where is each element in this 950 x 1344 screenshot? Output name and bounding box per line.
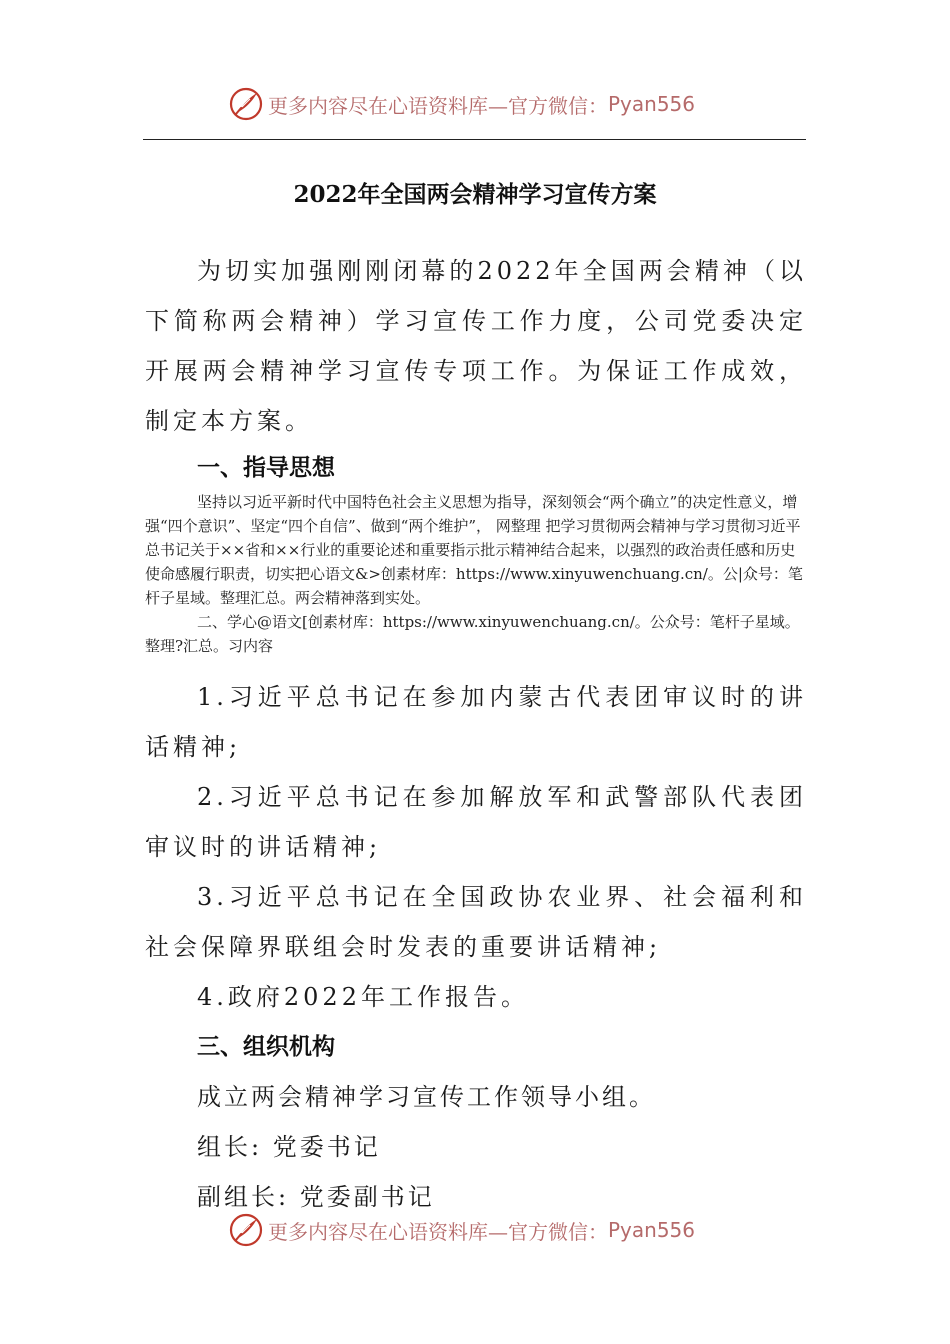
brand-account: Pyan556: [608, 1218, 696, 1242]
guiding-thought-paragraph: 坚持以习近平新时代中国特色社会主义思想为指导，深刻领会“两个确立”的决定性意义，增强“四个意识”、坚定“四个自信”、做到“两个维护”， 网整理 把学习贯彻两会精神与学习贯彻习近平总书记关于××省和××行业的重要论述和重要指示批示精神结合起来，以强烈的政治责任感和历史使命感履行职责，切实把心语文&>创素材库：https://www.xinyuwenchuang.cn/。公|众号：笔杆子星域。整理汇总。两会精神落到实处。: [145, 493, 803, 607]
header-divider: [143, 139, 806, 140]
brand-text: 更多内容尽在心语资料库—官方微信：: [268, 1219, 608, 1244]
spacer: [145, 658, 807, 672]
deputy-leader-line: 副组长: 党委副书记: [197, 1183, 435, 1211]
organization-paragraph: 成立两会精神学习宣传工作领导小组。: [197, 1083, 656, 1111]
intro-paragraph: 为切实加强刚刚闭幕的2022年全国两会精神（以下简称两会精神）学习宣传工作力度，公司党委决定开展两会精神学习宣传专项工作。为保证工作成效，制定本方案。: [145, 257, 807, 435]
header-watermark: [228, 84, 695, 124]
document-body: [145, 246, 807, 1222]
brand-account: Pyan556: [608, 92, 696, 116]
section-heading-guiding-thought: 一、指导思想: [197, 455, 335, 481]
section-heading-organization: 三、组织机构: [197, 1034, 335, 1060]
document-title: 2022年全国两会精神学习宣传方案: [293, 181, 657, 208]
study-content-heading-line: 二、学心@语文[创素材库：https://www.xinyuwenchuang.cn/。公众号：笔杆子星域。整理?汇总。习内容: [145, 613, 800, 655]
feather-pen-logo-icon: [228, 1212, 264, 1248]
footer-watermark: [228, 1210, 695, 1250]
list-item: 1.习近平总书记在参加内蒙古代表团审议时的讲话精神;: [145, 683, 807, 761]
brand-text: 更多内容尽在心语资料库—官方微信：: [268, 93, 608, 118]
feather-pen-logo-icon: [228, 86, 264, 122]
leader-line: 组长: 党委书记: [197, 1133, 381, 1161]
list-item: 2.习近平总书记在参加解放军和武警部队代表团审议时的讲话精神;: [145, 783, 807, 861]
list-item: 3.习近平总书记在全国政协农业界、社会福利和社会保障界联组会时发表的重要讲话精神;: [145, 883, 807, 961]
list-item: 4.政府2022年工作报告。: [197, 983, 529, 1011]
